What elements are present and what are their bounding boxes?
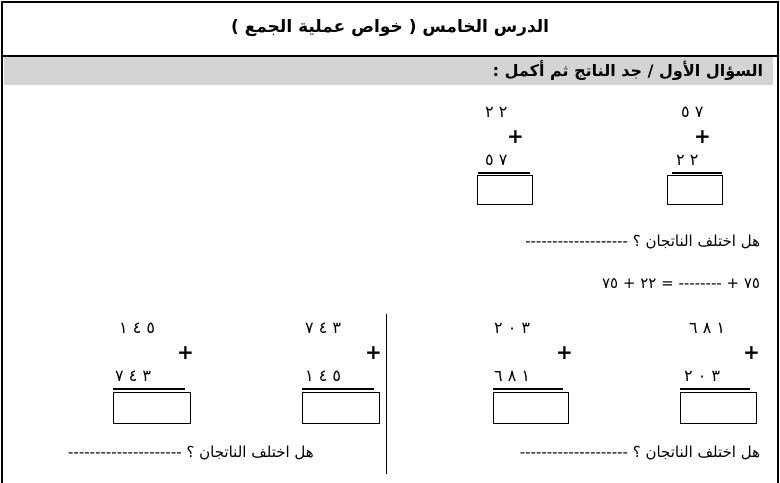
- p4-underline: [113, 388, 185, 390]
- p1-plus: +: [743, 340, 760, 364]
- p3-underline: [302, 388, 374, 390]
- top-question: هل اختلف الناتجان ؟ -------------------: [525, 232, 760, 250]
- p4-row1: ٥ ٤ ١: [119, 318, 155, 337]
- p3-row1: ٣ ٤ ٧: [305, 318, 341, 337]
- top-left-plus: +: [507, 124, 524, 148]
- top-left-underline: [478, 172, 530, 174]
- top-left-answer-box[interactable]: [477, 175, 533, 205]
- p4-plus: +: [177, 340, 194, 364]
- bottom-question-left: هل اختلف الناتجان ؟ ---------------------: [68, 443, 314, 461]
- p3-plus: +: [365, 340, 382, 364]
- bottom-question-right: هل اختلف الناتجان ؟ --------------------: [519, 443, 760, 461]
- column-divider: [386, 314, 387, 474]
- top-left-row1: ٢ ٢: [485, 102, 508, 121]
- p4-answer-box[interactable]: [113, 392, 191, 424]
- top-right-answer-box[interactable]: [667, 175, 723, 205]
- p4-row2: ٣ ٤ ٧: [115, 366, 151, 385]
- question-bar: [4, 57, 773, 85]
- p3-row2: ٥ ٤ ١: [305, 366, 341, 385]
- top-right-underline: [672, 172, 722, 174]
- p2-row2: ١ ٨ ٦: [494, 366, 530, 385]
- p1-answer-box[interactable]: [680, 392, 757, 424]
- p2-answer-box[interactable]: [493, 392, 569, 424]
- top-equation: ٧٥ + -------- = ٢٢ + ٧٥: [602, 274, 760, 292]
- p2-underline: [493, 388, 563, 390]
- p1-row1: ١ ٨ ٦: [689, 318, 725, 337]
- p1-underline: [680, 388, 750, 390]
- title-row: [3, 3, 777, 57]
- p3-answer-box[interactable]: [302, 392, 380, 424]
- top-right-plus: +: [694, 124, 711, 148]
- question-label: السؤال الأول / جد الناتج ثم أكمل :: [492, 61, 763, 80]
- top-right-row1: ٧ ٥: [681, 102, 704, 121]
- top-right-row2: ٢ ٢: [676, 150, 699, 169]
- p2-row1: ٣ ٠ ٢: [494, 318, 530, 337]
- lesson-title: الدرس الخامس ( خواص عملية الجمع ): [230, 17, 549, 37]
- top-left-row2: ٧ ٥: [485, 150, 508, 169]
- p2-plus: +: [556, 340, 573, 364]
- p1-row2: ٣ ٠ ٢: [684, 366, 720, 385]
